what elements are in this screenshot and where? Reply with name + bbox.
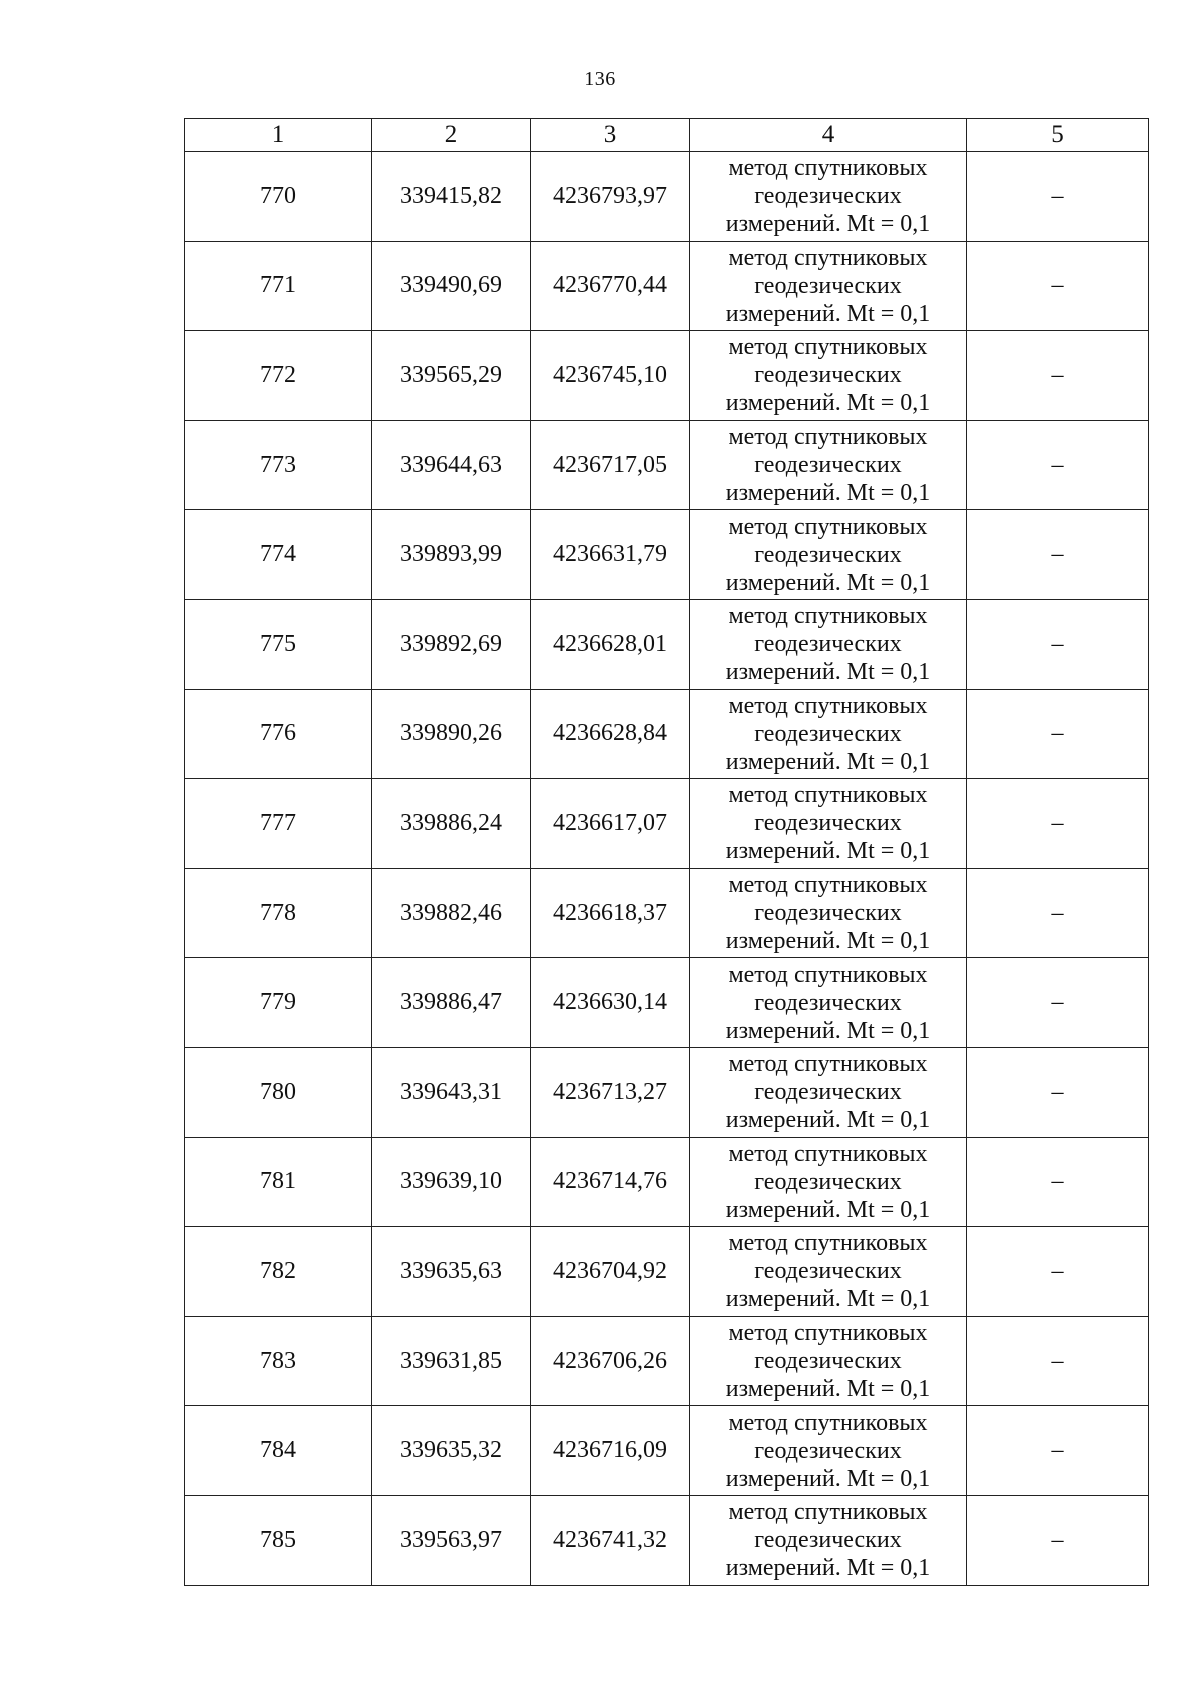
method-line: геодезических <box>754 720 902 747</box>
method-line: геодезических <box>754 810 902 837</box>
table-header-row <box>185 119 1149 152</box>
x-coordinate-cell: 339415,82 <box>372 152 531 242</box>
note-cell: – <box>967 510 1149 600</box>
table-row <box>185 420 1149 510</box>
method-line: измерений. Mt = 0,1 <box>725 1196 931 1223</box>
point-number-cell: 776 <box>185 689 372 779</box>
point-number-cell: 784 <box>185 1406 372 1496</box>
method-line: измерений. Mt = 0,1 <box>725 659 931 686</box>
method-line: измерений. Mt = 0,1 <box>725 300 931 327</box>
table-row <box>185 599 1149 689</box>
method-line: метод спутниковых <box>728 334 928 361</box>
column-header-4: 4 <box>690 119 967 152</box>
method-line: геодезических <box>754 362 902 389</box>
table-row <box>185 779 1149 869</box>
y-coordinate-cell: 4236741,32 <box>531 1495 690 1585</box>
x-coordinate-cell: 339893,99 <box>372 510 531 600</box>
point-number-cell: 775 <box>185 599 372 689</box>
table-row <box>185 1047 1149 1137</box>
point-number-cell: 783 <box>185 1316 372 1406</box>
note-cell: – <box>967 958 1149 1048</box>
table-row <box>185 152 1149 242</box>
point-number-cell: 773 <box>185 420 372 510</box>
method-cell <box>690 779 967 869</box>
column-header-5: 5 <box>967 119 1149 152</box>
method-cell <box>690 599 967 689</box>
note-cell: – <box>967 689 1149 779</box>
method-cell <box>690 958 967 1048</box>
y-coordinate-cell: 4236745,10 <box>531 331 690 421</box>
method-line: геодезических <box>754 452 902 479</box>
coordinates-table <box>184 118 1149 1586</box>
x-coordinate-cell: 339490,69 <box>372 241 531 331</box>
note-cell: – <box>967 1406 1149 1496</box>
table-row <box>185 241 1149 331</box>
x-coordinate-cell: 339563,97 <box>372 1495 531 1585</box>
method-line: геодезических <box>754 631 902 658</box>
note-cell: – <box>967 779 1149 869</box>
method-cell <box>690 510 967 600</box>
method-line: геодезических <box>754 900 902 927</box>
x-coordinate-cell: 339886,47 <box>372 958 531 1048</box>
x-coordinate-cell: 339631,85 <box>372 1316 531 1406</box>
x-coordinate-cell: 339635,32 <box>372 1406 531 1496</box>
note-cell: – <box>967 599 1149 689</box>
method-line: геодезических <box>754 183 902 210</box>
method-line: измерений. Mt = 0,1 <box>725 1017 931 1044</box>
method-line: метод спутниковых <box>728 1499 928 1526</box>
y-coordinate-cell: 4236706,26 <box>531 1316 690 1406</box>
point-number-cell: 781 <box>185 1137 372 1227</box>
method-line: геодезических <box>754 1348 902 1375</box>
table-row <box>185 1227 1149 1317</box>
x-coordinate-cell: 339635,63 <box>372 1227 531 1317</box>
method-line: метод спутниковых <box>728 155 928 182</box>
method-line: геодезических <box>754 1079 902 1106</box>
table-body <box>185 152 1149 1586</box>
x-coordinate-cell: 339565,29 <box>372 331 531 421</box>
column-header-2: 2 <box>372 119 531 152</box>
method-line: геодезических <box>754 1527 902 1554</box>
method-line: геодезических <box>754 272 902 299</box>
x-coordinate-cell: 339892,69 <box>372 599 531 689</box>
table-row <box>185 1495 1149 1585</box>
point-number-cell: 774 <box>185 510 372 600</box>
method-cell <box>690 1316 967 1406</box>
note-cell: – <box>967 1137 1149 1227</box>
y-coordinate-cell: 4236628,01 <box>531 599 690 689</box>
note-cell: – <box>967 1495 1149 1585</box>
method-line: метод спутниковых <box>728 692 928 719</box>
method-cell <box>690 241 967 331</box>
method-line: измерений. Mt = 0,1 <box>725 928 931 955</box>
table-row <box>185 1406 1149 1496</box>
method-cell <box>690 420 967 510</box>
method-line: геодезических <box>754 1258 902 1285</box>
x-coordinate-cell: 339639,10 <box>372 1137 531 1227</box>
method-cell <box>690 1495 967 1585</box>
point-number-cell: 780 <box>185 1047 372 1137</box>
x-coordinate-cell: 339886,24 <box>372 779 531 869</box>
method-line: измерений. Mt = 0,1 <box>725 1465 931 1492</box>
method-line: метод спутниковых <box>728 1230 928 1257</box>
method-line: метод спутниковых <box>728 872 928 899</box>
method-line: измерений. Mt = 0,1 <box>725 1555 931 1582</box>
method-line: измерений. Mt = 0,1 <box>725 1107 931 1134</box>
method-cell <box>690 1406 967 1496</box>
method-cell <box>690 689 967 779</box>
page-number: 136 <box>584 68 616 90</box>
y-coordinate-cell: 4236770,44 <box>531 241 690 331</box>
point-number-cell: 778 <box>185 868 372 958</box>
method-line: метод спутниковых <box>728 603 928 630</box>
method-cell <box>690 1137 967 1227</box>
method-line: геодезических <box>754 541 902 568</box>
table-row <box>185 1137 1149 1227</box>
x-coordinate-cell: 339882,46 <box>372 868 531 958</box>
column-header-1: 1 <box>185 119 372 152</box>
point-number-cell: 785 <box>185 1495 372 1585</box>
method-line: метод спутниковых <box>728 244 928 271</box>
y-coordinate-cell: 4236628,84 <box>531 689 690 779</box>
method-line: измерений. Mt = 0,1 <box>725 838 931 865</box>
note-cell: – <box>967 152 1149 242</box>
method-line: измерений. Mt = 0,1 <box>725 569 931 596</box>
table-row <box>185 689 1149 779</box>
method-line: геодезических <box>754 1437 902 1464</box>
table-row <box>185 958 1149 1048</box>
method-line: измерений. Mt = 0,1 <box>725 390 931 417</box>
method-line: измерений. Mt = 0,1 <box>725 480 931 507</box>
table-row <box>185 331 1149 421</box>
method-line: измерений. Mt = 0,1 <box>725 211 931 238</box>
column-header-3: 3 <box>531 119 690 152</box>
y-coordinate-cell: 4236631,79 <box>531 510 690 600</box>
x-coordinate-cell: 339644,63 <box>372 420 531 510</box>
y-coordinate-cell: 4236717,05 <box>531 420 690 510</box>
y-coordinate-cell: 4236713,27 <box>531 1047 690 1137</box>
y-coordinate-cell: 4236714,76 <box>531 1137 690 1227</box>
note-cell: – <box>967 241 1149 331</box>
y-coordinate-cell: 4236716,09 <box>531 1406 690 1496</box>
method-line: метод спутниковых <box>728 1140 928 1167</box>
y-coordinate-cell: 4236617,07 <box>531 779 690 869</box>
method-line: метод спутниковых <box>728 1409 928 1436</box>
table-row <box>185 868 1149 958</box>
note-cell: – <box>967 420 1149 510</box>
x-coordinate-cell: 339890,26 <box>372 689 531 779</box>
point-number-cell: 770 <box>185 152 372 242</box>
method-line: метод спутниковых <box>728 513 928 540</box>
method-line: метод спутниковых <box>728 424 928 451</box>
method-line: измерений. Mt = 0,1 <box>725 1286 931 1313</box>
table-row <box>185 1316 1149 1406</box>
note-cell: – <box>967 868 1149 958</box>
method-line: метод спутниковых <box>728 961 928 988</box>
method-cell <box>690 1227 967 1317</box>
note-cell: – <box>967 331 1149 421</box>
y-coordinate-cell: 4236793,97 <box>531 152 690 242</box>
note-cell: – <box>967 1316 1149 1406</box>
note-cell: – <box>967 1227 1149 1317</box>
method-line: геодезических <box>754 989 902 1016</box>
method-line: измерений. Mt = 0,1 <box>725 1376 931 1403</box>
y-coordinate-cell: 4236704,92 <box>531 1227 690 1317</box>
point-number-cell: 772 <box>185 331 372 421</box>
point-number-cell: 782 <box>185 1227 372 1317</box>
point-number-cell: 779 <box>185 958 372 1048</box>
y-coordinate-cell: 4236630,14 <box>531 958 690 1048</box>
method-line: метод спутниковых <box>728 782 928 809</box>
x-coordinate-cell: 339643,31 <box>372 1047 531 1137</box>
method-line: метод спутниковых <box>728 1051 928 1078</box>
method-line: метод спутниковых <box>728 1320 928 1347</box>
point-number-cell: 771 <box>185 241 372 331</box>
method-line: измерений. Mt = 0,1 <box>725 748 931 775</box>
note-cell: – <box>967 1047 1149 1137</box>
method-cell <box>690 868 967 958</box>
point-number-cell: 777 <box>185 779 372 869</box>
y-coordinate-cell: 4236618,37 <box>531 868 690 958</box>
method-cell <box>690 1047 967 1137</box>
method-line: геодезических <box>754 1168 902 1195</box>
method-cell <box>690 331 967 421</box>
table-row <box>185 510 1149 600</box>
method-cell <box>690 152 967 242</box>
